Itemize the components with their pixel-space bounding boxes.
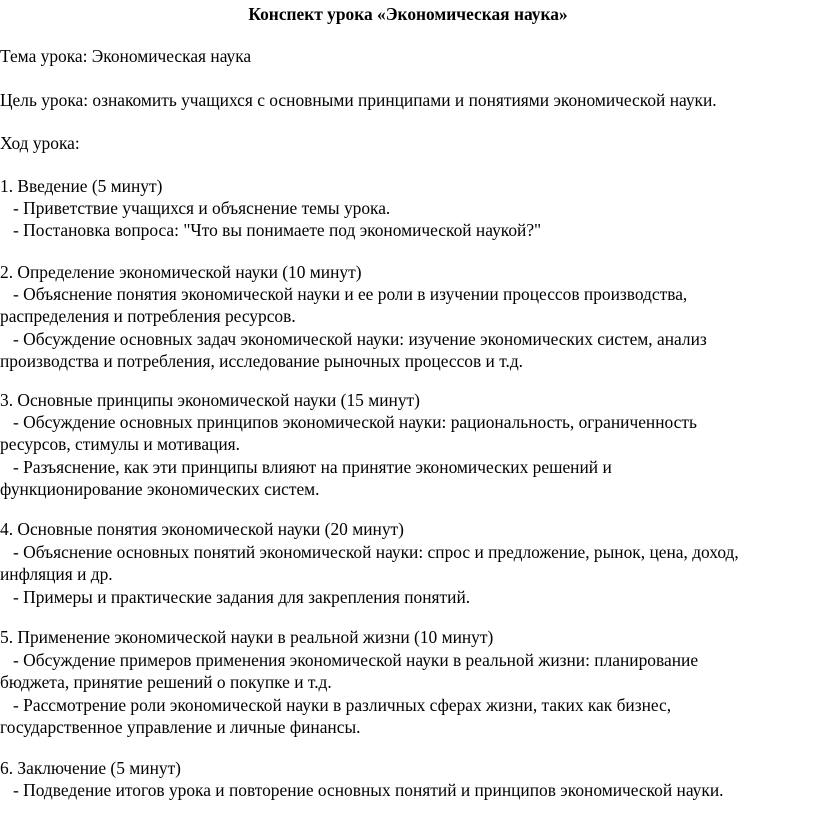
- section-heading: 5. Применение экономической науки в реальной жизни (10 минут): [0, 627, 494, 647]
- section-heading: 2. Определение экономической науки (10 минут): [0, 262, 362, 282]
- section-line: - Рассмотрение роли экономической науки в различных сферах жизни, таких как бизнес,: [0, 695, 672, 715]
- section-line: - Обсуждение основных задач экономической науки: изучение экономических систем, анализ: [0, 329, 707, 349]
- section-line: - Постановка вопроса: "Что вы понимаете под экономической наукой?": [0, 220, 542, 240]
- section-line: - Примеры и практические задания для закрепления понятий.: [0, 587, 471, 607]
- lesson-topic: Тема урока: Экономическая наука: [0, 46, 252, 66]
- document-title: Конспект урока «Экономическая наука»: [248, 4, 568, 24]
- lesson-progress-heading: Ход урока:: [0, 133, 80, 153]
- section-line: функционирование экономических систем.: [0, 479, 320, 499]
- lesson-goal: Цель урока: ознакомить учащихся с основными принципами и понятиями экономической науки.: [0, 90, 717, 110]
- section-heading: 3. Основные принципы экономической науки (15 минут): [0, 390, 420, 410]
- section-line: производства и потребления, исследование рыночных процессов и т.д.: [0, 351, 524, 371]
- section-line: ресурсов, стимулы и мотивация.: [0, 434, 241, 454]
- section-heading: 1. Введение (5 минут): [0, 176, 163, 196]
- section-heading: 4. Основные понятия экономической науки (20 минут): [0, 519, 404, 539]
- section-line: - Объяснение понятия экономической науки и ее роли в изучении процессов производства,: [0, 284, 688, 304]
- section-line: - Подведение итогов урока и повторение основных понятий и принципов экономической науки.: [0, 780, 724, 800]
- section-line: - Объяснение основных понятий экономической науки: спрос и предложение, рынок, цена, доход,: [0, 542, 739, 562]
- section-line: инфляция и др.: [0, 564, 113, 584]
- section-line: государственное управление и личные финансы.: [0, 717, 361, 737]
- section-line: - Обсуждение основных принципов экономической науки: рациональность, ограниченность: [0, 412, 697, 432]
- section-line: - Приветствие учащихся и объяснение темы урока.: [0, 198, 391, 218]
- section-heading: 6. Заключение (5 минут): [0, 758, 181, 778]
- section-line: распределения и потребления ресурсов.: [0, 306, 296, 326]
- section-line: бюджета, принятие решений о покупке и т.д.: [0, 672, 332, 692]
- section-line: - Обсуждение примеров применения экономической науки в реальной жизни: планирование: [0, 650, 699, 670]
- section-line: - Разъяснение, как эти принципы влияют на принятие экономических решений и: [0, 457, 612, 477]
